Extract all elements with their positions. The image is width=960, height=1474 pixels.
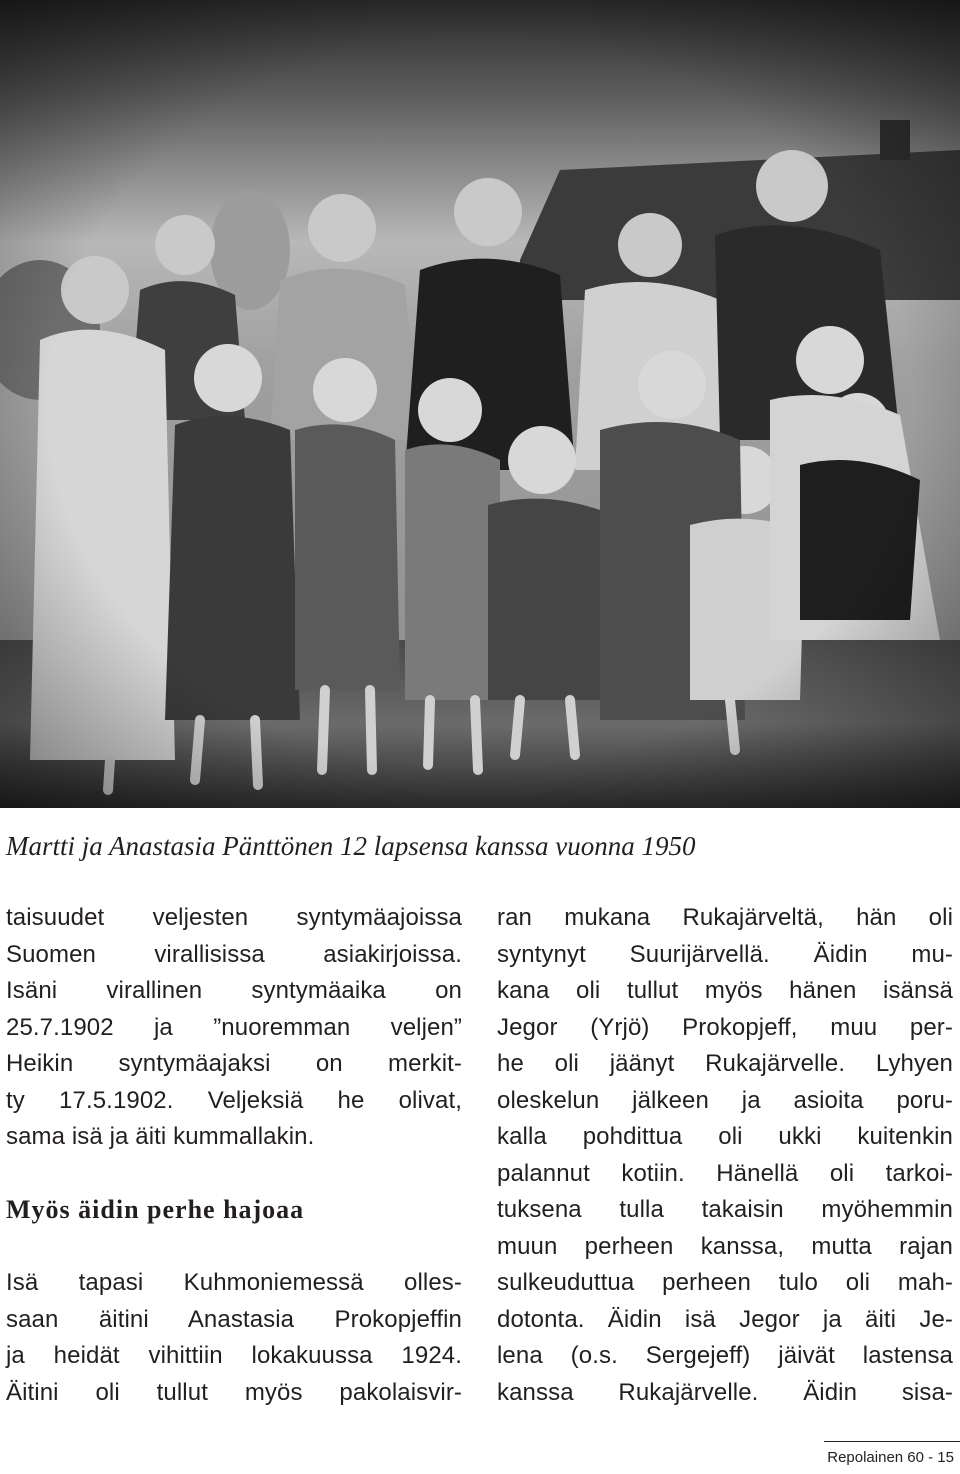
body-text-line: Isäni virallinen syntymäaika on [6,977,462,1004]
body-text-line: he oli jäänyt Rukajärvelle. Lyhyen [497,1050,953,1077]
body-text-line: Jegor (Yrjö) Prokopjeff, muu per- [497,1013,953,1041]
body-text-line: dotonta. Äidin isä Jegor ja äiti Je- [497,1305,953,1333]
footer-rule [824,1441,960,1442]
left-text-column [6,900,462,1411]
body-text-line: sama isä ja äiti kummallakin. [6,1123,315,1150]
body-text-line: ty 17.5.1902. Veljeksiä he olivat, [6,1086,462,1114]
body-text-line: lena (o.s. Sergejeff) jäivät lastensa [497,1342,953,1369]
body-text-line: Äitini oli tullut myös pakolaisvir- [6,1378,462,1406]
body-text-line: 25.7.1902 ja ”nuoremman veljen” [6,1013,462,1041]
page-folio: Repolainen 60 - 15 [827,1449,954,1466]
section-heading: Myös äidin perhe hajoaa [6,1195,305,1224]
body-text-line: muun perheen kanssa, mutta rajan [497,1232,953,1260]
right-text-column [497,900,953,1411]
body-text-line: syntynyt Suurijärvellä. Äidin mu- [497,940,953,968]
body-text-line: taisuudet veljesten syntymäajoissa [6,904,462,931]
body-text-line: ja heidät vihittiin lokakuussa 1924. [6,1342,462,1369]
body-text-line: saan äitini Anastasia Prokopjeffin [6,1305,462,1333]
body-text-line: Heikin syntymäajaksi on merkit- [6,1050,462,1077]
body-text-line: ran mukana Rukajärveltä, hän oli [497,904,953,931]
body-text-line: oleskelun jälkeen ja asioita poru- [497,1086,953,1114]
body-text-line: Suomen virallisissa asiakirjoissa. [6,940,462,968]
body-text-line: Isä tapasi Kuhmoniemessä olles- [6,1269,462,1296]
photo-caption: Martti ja Anastasia Pänttönen 12 lapsensa kanssa vuonna 1950 [6,831,696,861]
body-text-line: tuksena tulla takaisin myöhemmin [497,1196,953,1223]
body-text-line: kalla pohdittua oli ukki kuitenkin [497,1123,953,1150]
body-text-line: kana oli tullut myös hänen isänsä [497,977,953,1004]
body-text-line: sulkeuduttua perheen tulo oli mah- [497,1269,953,1296]
body-text-line: kanssa Rukajärvelle. Äidin sisa- [497,1378,953,1406]
body-text-line: palannut kotiin. Hänellä oli tarkoi- [497,1159,953,1187]
